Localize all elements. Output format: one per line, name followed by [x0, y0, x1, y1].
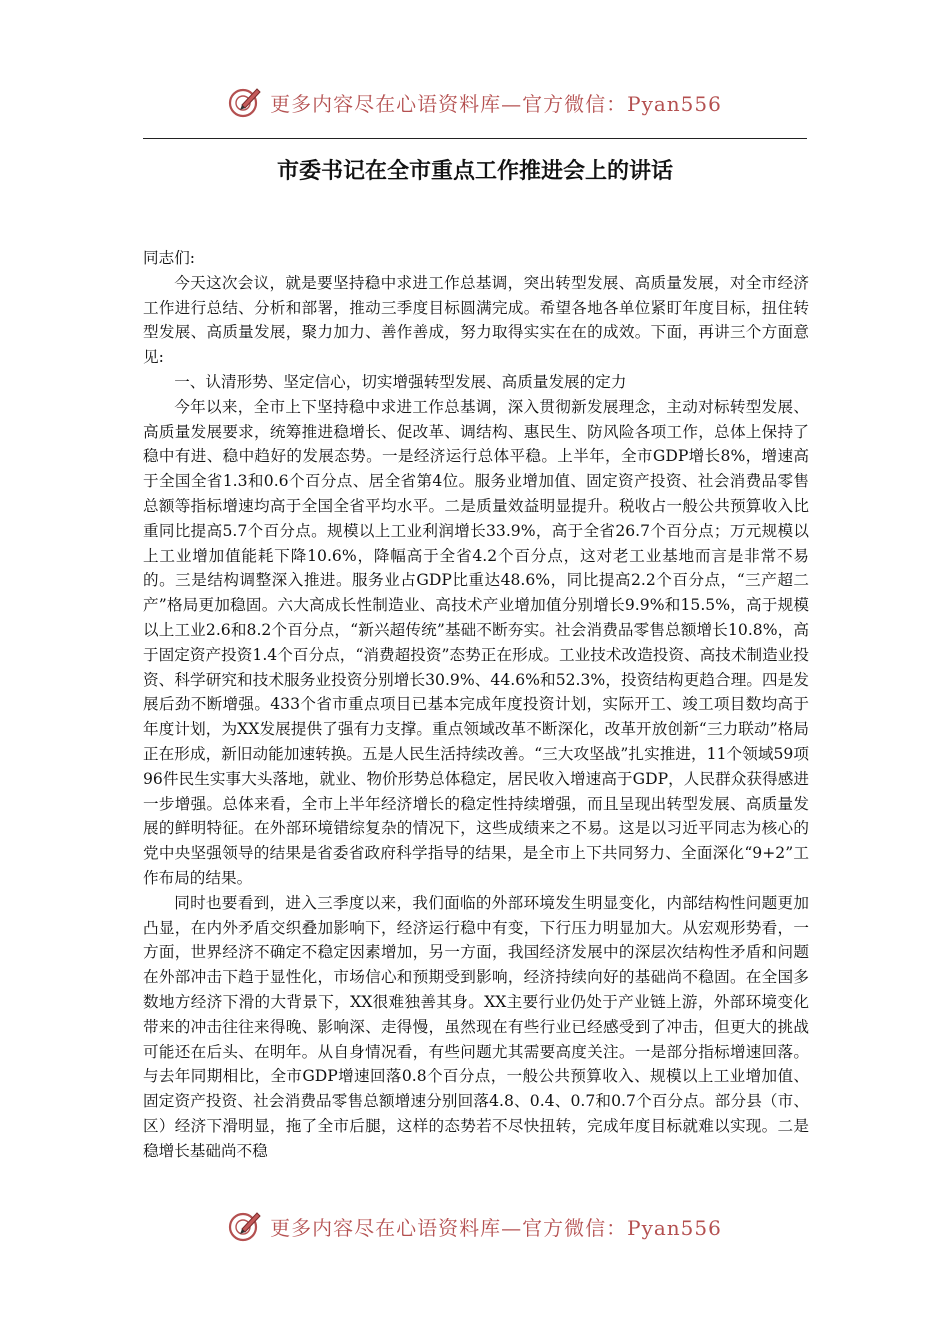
watermark-text: 更多内容尽在心语资料库—官方微信：Pyan556 — [270, 1215, 722, 1240]
pen-logo-icon — [228, 85, 262, 119]
pen-logo-icon — [228, 1209, 262, 1243]
paragraph-challenges: 同时也要看到，进入三季度以来，我们面临的外部环境发生明显变化，内部结构性问题更加凸显，在内外矛盾交织叠加影响下，经济运行稳中有变，下行压力明显加大。从宏观形势看，一方面，世界经济不确定不稳定因素增加，另一方面，我国经济发展中的深层次结构性矛盾和问题在外部冲击下趋于显性化，市场信心和预期受到影响，经济持续向好的基础尚不稳固。在全国多数地方经济下滑的大背景下，XX很难独善其身。XX主要行业仍处于产业链上游，外部环境变化带来的冲击往往来得晚、影响深、走得慢，虽然现在有些行业已经感受到了冲击，但更大的挑战可能还在后头、在明年。从自身情况看，有些问题尤其需要高度关注。一是部分指标增速回落。与去年同期相比，全市GDP增速回落0.8个百分点，一般公共预算收入、规模以上工业增加值、固定资产投资、社会消费品零售总额增速分别回落4.8、0.4、0.7和0.7个百分点。部分县（市、区）经济下滑明显，拖了全市后腿，这样的态势若不尽快扭转，完成年度目标就难以实现。二是稳增长基础尚不稳 — [143, 893, 809, 1160]
document-title: 市委书记在全市重点工作推进会上的讲话 — [276, 159, 673, 184]
watermark-text: 更多内容尽在心语资料库—官方微信：Pyan556 — [270, 91, 722, 116]
footer-watermark-banner — [0, 1206, 950, 1246]
greeting: 同志们: — [143, 249, 196, 267]
header-watermark-banner — [0, 82, 950, 122]
header-divider — [143, 138, 807, 139]
document-body — [143, 246, 809, 1163]
paragraph-achievements: 今年以来，全市上下坚持稳中求进工作总基调，深入贯彻新发展理念，主动对标转型发展、高质量发展要求，统筹推进稳增长、促改革、调结构、惠民生、防风险各项工作，总体上保持了稳中有进、稳中趋好的发展态势。一是经济运行总体平稳。上半年，全市GDP增长8%，增速高于全国全省1.3和0.6个百分点、居全省第4位。服务业增加值、固定资产投资、社会消费品零售总额等指标增速均高于全国全省平均水平。二是质量效益明显提升。税收占一般公共预算收入比重同比提高5.7个百分点。规模以上工业利润增长33.9%，高于全省26.7个百分点；万元规模以上工业增加值能耗下降10.6%，降幅高于全省4.2个百分点，这对老工业基地而言是非常不易的。三是结构调整深入推进。服务业占GDP比重达48.6%，同比提高2.2个百分点，“三产超二产”格局更加稳固。六大高成长性制造业、高技术产业增加值分别增长9.9%和15.5%，高于规模以上工业2.6和8.2个百分点，“新兴超传统”基础不断夯实。社会消费品零售总额增长10.8%，高于固定资产投资1.4个百分点，“消费超投资”态势正在形成。工业技术改造投资、高技术制造业投资、科学研究和技术服务业投资分别增长30.9%、44.6%和52.3%，投资结构更趋合理。四是发展后劲不断增强。433个省市重点项目已基本完成年度投资计划，实际开工、竣工项目数均高于年度计划，为XX发展提供了强有力支撑。重点领域改革不断深化，改革开放创新“三力联动”格局正在形成，新旧动能加速转换。五是人民生活持续改善。“三大攻坚战”扎实推进，11个领域59项96件民生实事大头落地，就业、物价形势总体稳定，居民收入增速高于GDP，人民群众获得感进一步增强。总体来看，全市上半年经济增长的稳定性持续增强，而且呈现出转型发展、高质量发展的鲜明特征。在外部环境错综复杂的情况下，这些成绩来之不易。这是以习近平同志为核心的党中央坚强领导的结果是省委省政府科学指导的结果，是全市上下共同努力、全面深化“9+2”工作布局的结果。 — [143, 397, 809, 887]
paragraph-intro: 今天这次会议，就是要坚持稳中求进工作总基调，突出转型发展、高质量发展，对全市经济工作进行总结、分析和部署，推动三季度目标圆满完成。希望各地各单位紧盯年度目标，扭住转型发展、高质量发展，聚力加力、善作善成，努力取得实实在在的成效。下面，再讲三个方面意见: — [143, 273, 809, 367]
section-heading-1: 一、认清形势、坚定信心，切实增强转型发展、高质量发展的定力 — [174, 372, 627, 391]
